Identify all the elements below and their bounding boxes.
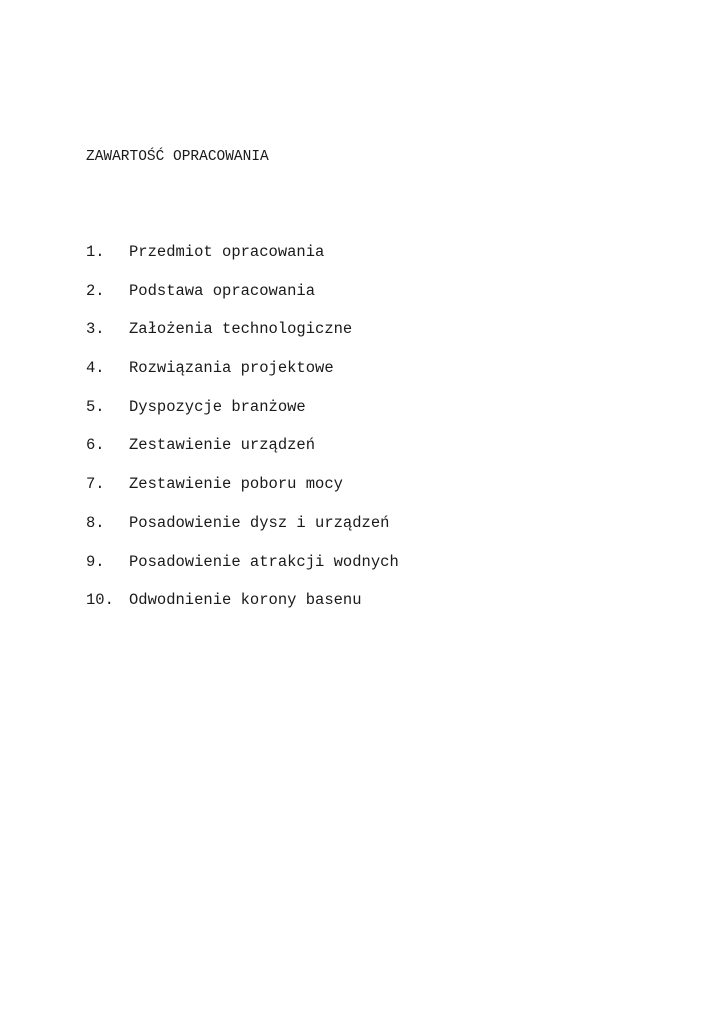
toc-item-4 bbox=[86, 357, 399, 396]
toc-item-number: 3. bbox=[86, 320, 105, 339]
toc-item-text: Zestawienie urządzeń bbox=[129, 436, 316, 455]
toc-item-number: 10. bbox=[86, 591, 114, 610]
toc-item-2 bbox=[86, 280, 399, 319]
toc-item-9 bbox=[86, 551, 399, 590]
toc-item-number: 5. bbox=[86, 397, 105, 416]
toc-item-3 bbox=[86, 318, 399, 357]
table-of-contents bbox=[86, 241, 399, 628]
toc-item-number: 9. bbox=[86, 552, 105, 571]
document-title: ZAWARTOŚĆ OPRACOWANIA bbox=[86, 149, 269, 165]
toc-item-6 bbox=[86, 434, 399, 473]
toc-item-number: 2. bbox=[86, 281, 105, 300]
toc-item-number: 4. bbox=[86, 359, 105, 378]
toc-item-number: 8. bbox=[86, 513, 105, 532]
toc-item-5 bbox=[86, 396, 399, 435]
toc-item-number: 7. bbox=[86, 475, 105, 494]
toc-item-8 bbox=[86, 512, 399, 551]
toc-item-number: 1. bbox=[86, 243, 105, 261]
toc-item-10 bbox=[86, 589, 399, 628]
toc-item-text: Odwodnienie korony basenu bbox=[129, 591, 362, 610]
toc-item-text: Założenia technologiczne bbox=[129, 320, 353, 339]
toc-item-text: Rozwiązania projektowe bbox=[129, 359, 334, 378]
toc-item-text: Przedmiot opracowania bbox=[129, 243, 325, 261]
toc-item-text: Posadowienie atrakcji wodnych bbox=[129, 552, 399, 571]
toc-item-text: Podstawa opracowania bbox=[129, 281, 316, 300]
toc-item-text: Zestawienie poboru mocy bbox=[129, 475, 343, 494]
toc-item-7 bbox=[86, 473, 399, 512]
toc-item-text: Posadowienie dysz i urządzeń bbox=[129, 513, 390, 532]
toc-item-text: Dyspozycje branżowe bbox=[129, 397, 306, 416]
toc-item-number: 6. bbox=[86, 436, 105, 455]
toc-item-1 bbox=[86, 241, 399, 280]
